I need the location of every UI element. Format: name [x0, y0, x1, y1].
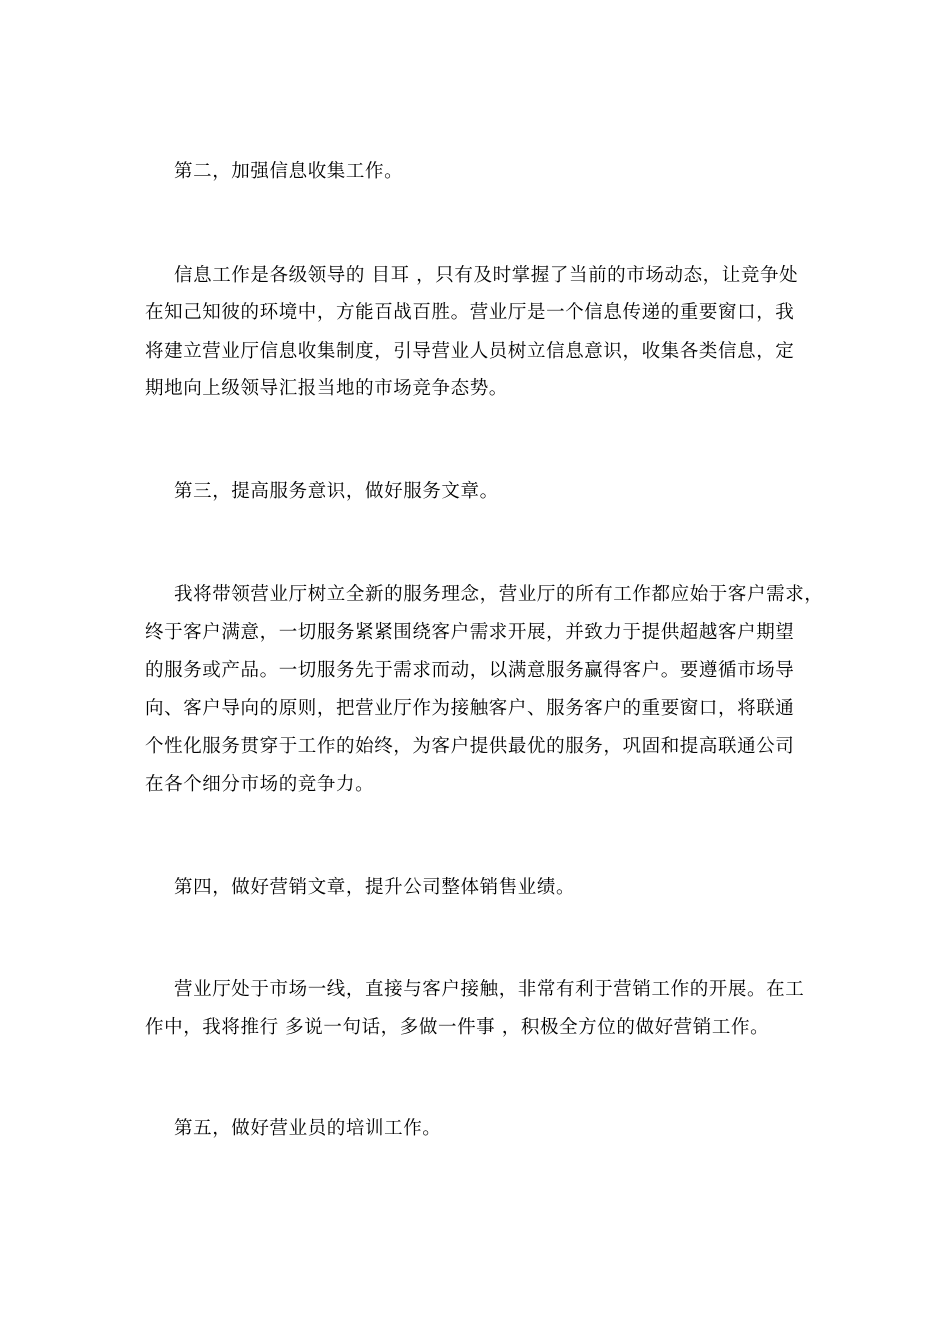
section-2-paragraph-line-4: 期地向上级领导汇报当地的市场竞争态势。 [145, 378, 508, 399]
section-2-paragraph-line-2: 在知己知彼的环境中，方能百战百胜。营业厅是一个信息传递的重要窗口，我 [145, 302, 795, 323]
section-3-heading: 第三，提高服务意识，做好服务文章。 [174, 481, 499, 502]
section-2-heading: 第二，加强信息收集工作。 [174, 161, 404, 182]
section-3-paragraph-line-5: 个性化服务贯穿于工作的始终，为客户提供最优的服务，巩固和提高联通公司 [145, 736, 795, 757]
section-3-paragraph-line-6: 在各个细分市场的竞争力。 [145, 774, 375, 795]
section-3-paragraph-line-4: 向、客户导向的原则，把营业厅作为接触客户、服务客户的重要窗口，将联通 [145, 698, 795, 719]
section-3-paragraph-line-1: 我将带领营业厅树立全新的服务理念，营业厅的所有工作都应始于客户需求， [174, 584, 824, 605]
section-4-paragraph-line-2: 作中，我将推行 多说一句话，多做一件事 ，积极全方位的做好营销工作。 [145, 1017, 770, 1038]
section-5-heading: 第五，做好营业员的培训工作。 [174, 1118, 442, 1139]
section-2-paragraph-line-1: 信息工作是各级领导的 目耳 ，只有及时掌握了当前的市场动态，让竞争处 [174, 265, 799, 286]
section-2-paragraph-line-3: 将建立营业厅信息收集制度，引导营业人员树立信息意识，收集各类信息，定 [145, 341, 795, 362]
section-3-paragraph-line-3: 的服务或产品。一切服务先于需求而动，以满意服务赢得客户。要遵循市场导 [145, 660, 795, 681]
section-4-paragraph-line-1: 营业厅处于市场一线，直接与客户接触，非常有利于营销工作的开展。在工 [174, 979, 805, 1000]
section-4-heading: 第四，做好营销文章，提升公司整体销售业绩。 [174, 877, 576, 898]
section-3-paragraph-line-2: 终于客户满意，一切服务紧紧围绕客户需求开展，并致力于提供超越客户期望 [145, 622, 795, 643]
